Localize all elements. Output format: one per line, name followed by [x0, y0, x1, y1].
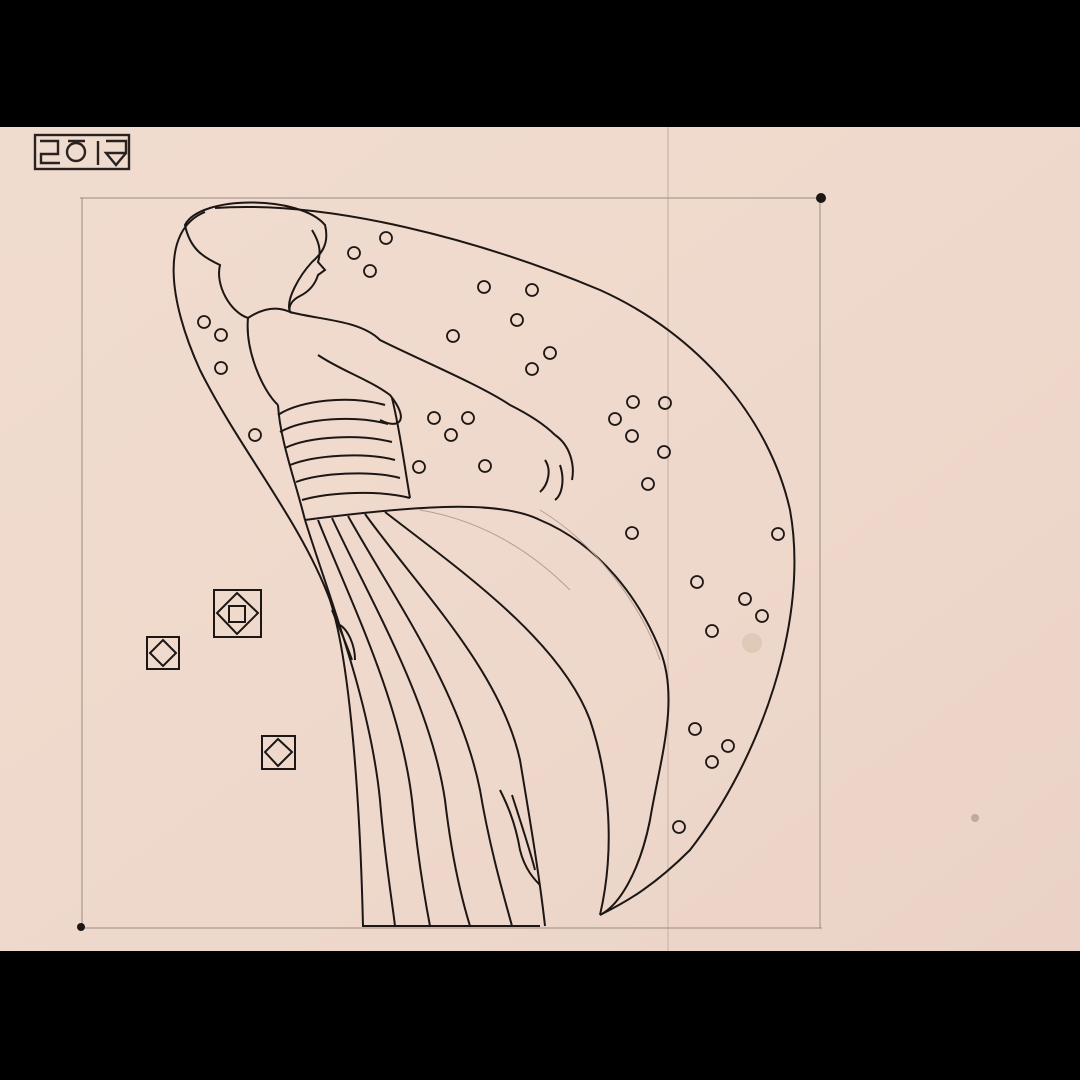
- corner-dot-bottom-left: [77, 923, 85, 931]
- corner-dot-top-right: [816, 193, 826, 203]
- paper-stain: [971, 814, 979, 822]
- letterbox-bottom: [0, 951, 1080, 1080]
- paper-stain: [742, 633, 762, 653]
- paper-background: [0, 127, 1080, 951]
- drawing-sheet: [0, 127, 1080, 951]
- letterbox-top: [0, 0, 1080, 127]
